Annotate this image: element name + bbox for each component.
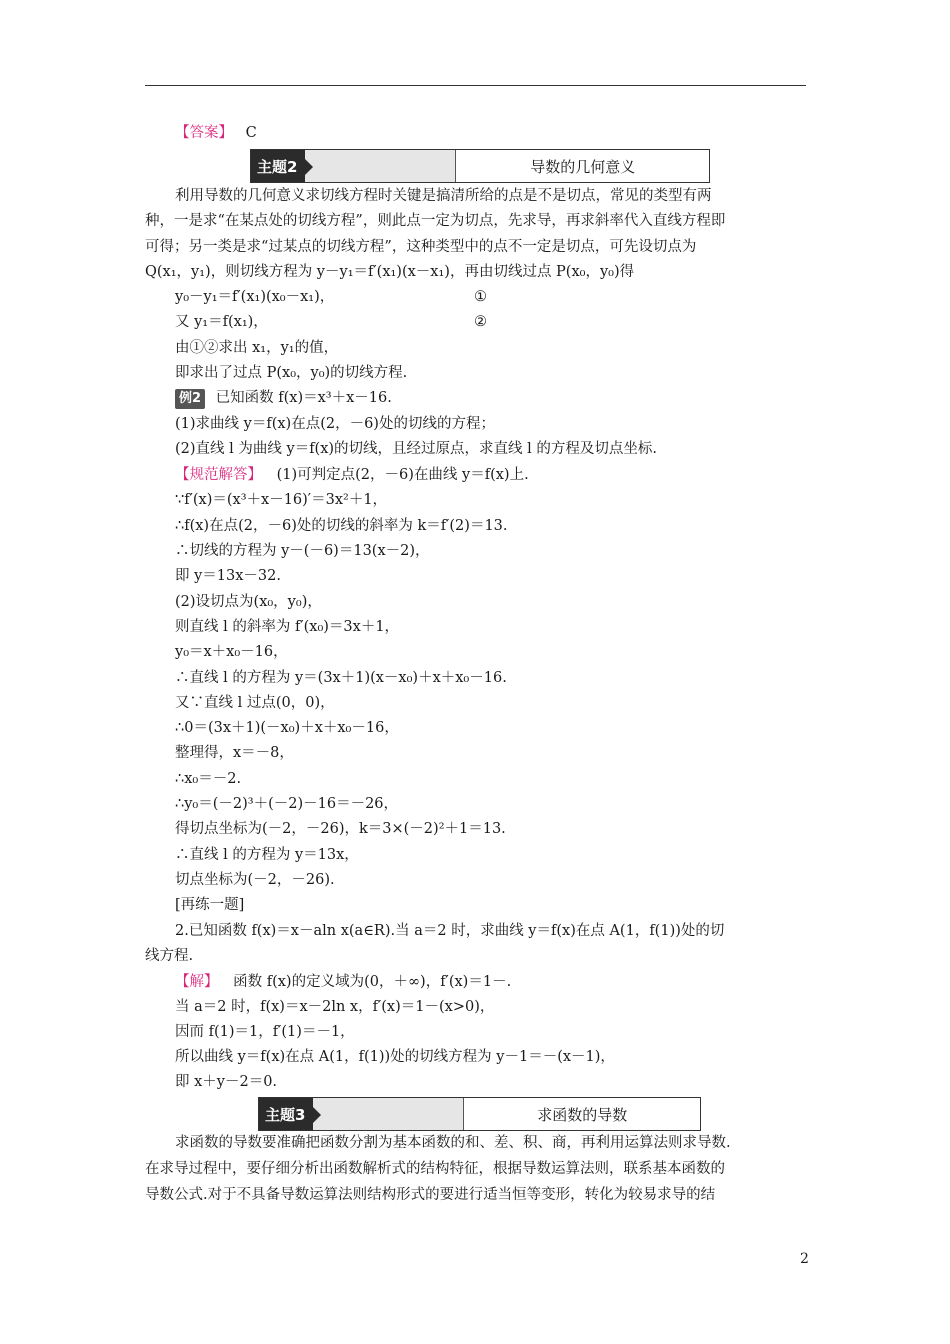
solution-line: 得切点坐标为(－2，－26)，k＝3×(－2)²＋1＝13. <box>175 821 506 837</box>
topic-3-tag: 主题3 <box>259 1098 313 1130</box>
solution-line: ∴直线 l 的方程为 y＝(3x＋1)(x－x₀)＋x＋x₀－16. <box>175 670 507 686</box>
solution-line: ∴0＝(3x＋1)(－x₀)＋x＋x₀－16， <box>175 720 399 736</box>
topic-3-fill <box>313 1098 463 1130</box>
solution-line: ∴x₀＝－2. <box>175 771 242 787</box>
practice-solution-line: 当 a＝2 时，f(x)＝x－2ln x，f′(x)＝1－(x>0)， <box>175 999 495 1015</box>
practice-solution-line: 所以曲线 y＝f(x)在点 A(1，f(1))处的切线方程为 y－1＝－(x－1)， <box>175 1049 615 1065</box>
intro2-line-3: 可得；另一类是求“过某点的切线方程”，这种类型中的点不一定是切点，可先设切点为 <box>145 239 697 255</box>
practice-label: [再练一题] <box>175 897 245 913</box>
practice-solution-first: 函数 f(x)的定义域为(0，＋∞)，f′(x)＝1－. <box>233 974 512 990</box>
solve-line-1: 由①②求出 x₁，y₁的值， <box>175 340 339 356</box>
solution-line: 则直线 l 的斜率为 f′(x₀)＝3x＋1， <box>175 619 400 635</box>
example-badge: 例2 <box>175 389 205 409</box>
solution-line: ∴y₀＝(－2)³＋(－2)－16＝－26， <box>175 796 399 812</box>
equation-1: y₀－y₁＝f′(x₁)(x₀－x₁)， <box>175 289 335 305</box>
page-number: 2 <box>800 1251 809 1267</box>
intro2-line-4: Q(x₁，y₁)，则切线方程为 y－y₁＝f′(x₁)(x－x₁)，再由切线过点 P(x₀，y₀)得 <box>145 264 635 280</box>
answer-label: 【答案】 <box>175 125 233 141</box>
practice-question-1: 2.已知函数 f(x)＝x－aln x(a∈R).当 a＝2 时，求曲线 y＝f(x)在点 A(1，f(1))处的切 <box>175 923 725 939</box>
solution-line: ∴f(x)在点(2，－6)处的切线的斜率为 k＝f′(2)＝13. <box>175 518 508 534</box>
topic-2-fill <box>305 150 455 182</box>
solution-first: (1)可判定点(2，－6)在曲线 y＝f(x)上. <box>276 467 529 483</box>
equation-1-mark: ① <box>474 289 487 305</box>
intro2-line-2: 种，一是求“在某点处的切线方程”，则此点一定为切点，先求导，再求斜率代入直线方程即 <box>145 213 726 229</box>
equation-2-mark: ② <box>474 314 487 330</box>
header-rule <box>145 85 806 86</box>
topic-3-banner <box>258 1097 701 1131</box>
example-stem-line <box>175 388 392 409</box>
practice-solution-line: 因而 f(1)＝1，f′(1)＝－1， <box>175 1024 355 1040</box>
intro2-line-1: 利用导数的几何意义求切线方程时关键是搞清所给的点是不是切点，常见的类型有两 <box>175 188 712 204</box>
example-stem: 已知函数 f(x)＝x³＋x－16. <box>215 390 392 406</box>
solution-line: ∵f′(x)＝(x³＋x－16)′＝3x²＋1， <box>175 492 388 508</box>
practice-question-2: 线方程. <box>145 948 194 964</box>
solve-line-2: 即求出了过点 P(x₀，y₀)的切线方程. <box>175 365 408 381</box>
equation-2: 又 y₁＝f(x₁)， <box>175 314 268 330</box>
solution-line: 又∵直线 l 过点(0，0)， <box>175 695 335 711</box>
intro3-line-2: 在求导过程中，要仔细分析出函数解析式的结构特征，根据导数运算法则，联系基本函数的 <box>145 1161 725 1177</box>
solution-line: ∴直线 l 的方程为 y＝13x， <box>175 847 359 863</box>
intro3-line-3: 导数公式.对于不具备导数运算法则结构形式的要进行适当恒等变形，转化为较易求导的结 <box>145 1187 716 1203</box>
answer-value: C <box>245 125 257 141</box>
practice-solution-label: 【解】 <box>175 974 219 990</box>
solution-line: y₀＝x＋x₀－16， <box>175 644 288 660</box>
intro3-line-1: 求函数的导数要准确把函数分割为基本函数的和、差、积、商，再利用运算法则求导数. <box>175 1135 731 1151</box>
example-question-2: (2)直线 l 为曲线 y＝f(x)的切线，且经过原点，求直线 l 的方程及切点坐标. <box>175 441 658 457</box>
example-question-1: (1)求曲线 y＝f(x)在点(2，－6)处的切线的方程； <box>175 416 495 432</box>
answer-line <box>175 123 257 143</box>
solution-line: (2)设切点为(x₀，y₀)， <box>175 594 322 610</box>
practice-solution-first-line <box>175 972 511 992</box>
topic-2-banner <box>250 149 710 183</box>
solution-line: 整理得，x＝－8， <box>175 745 294 761</box>
topic-2-tag: 主题2 <box>251 150 305 182</box>
solution-line: 即 y＝13x－32. <box>175 568 281 584</box>
solution-label: 【规范解答】 <box>175 467 262 483</box>
solution-first-line <box>175 465 529 485</box>
practice-solution-line: 即 x＋y－2＝0. <box>175 1074 278 1090</box>
solution-line: ∴切线的方程为 y－(－6)＝13(x－2)， <box>175 543 430 559</box>
solution-line: 切点坐标为(－2，－26). <box>175 872 335 888</box>
topic-2-title: 导数的几何意义 <box>455 150 709 182</box>
topic-3-title: 求函数的导数 <box>463 1098 700 1130</box>
